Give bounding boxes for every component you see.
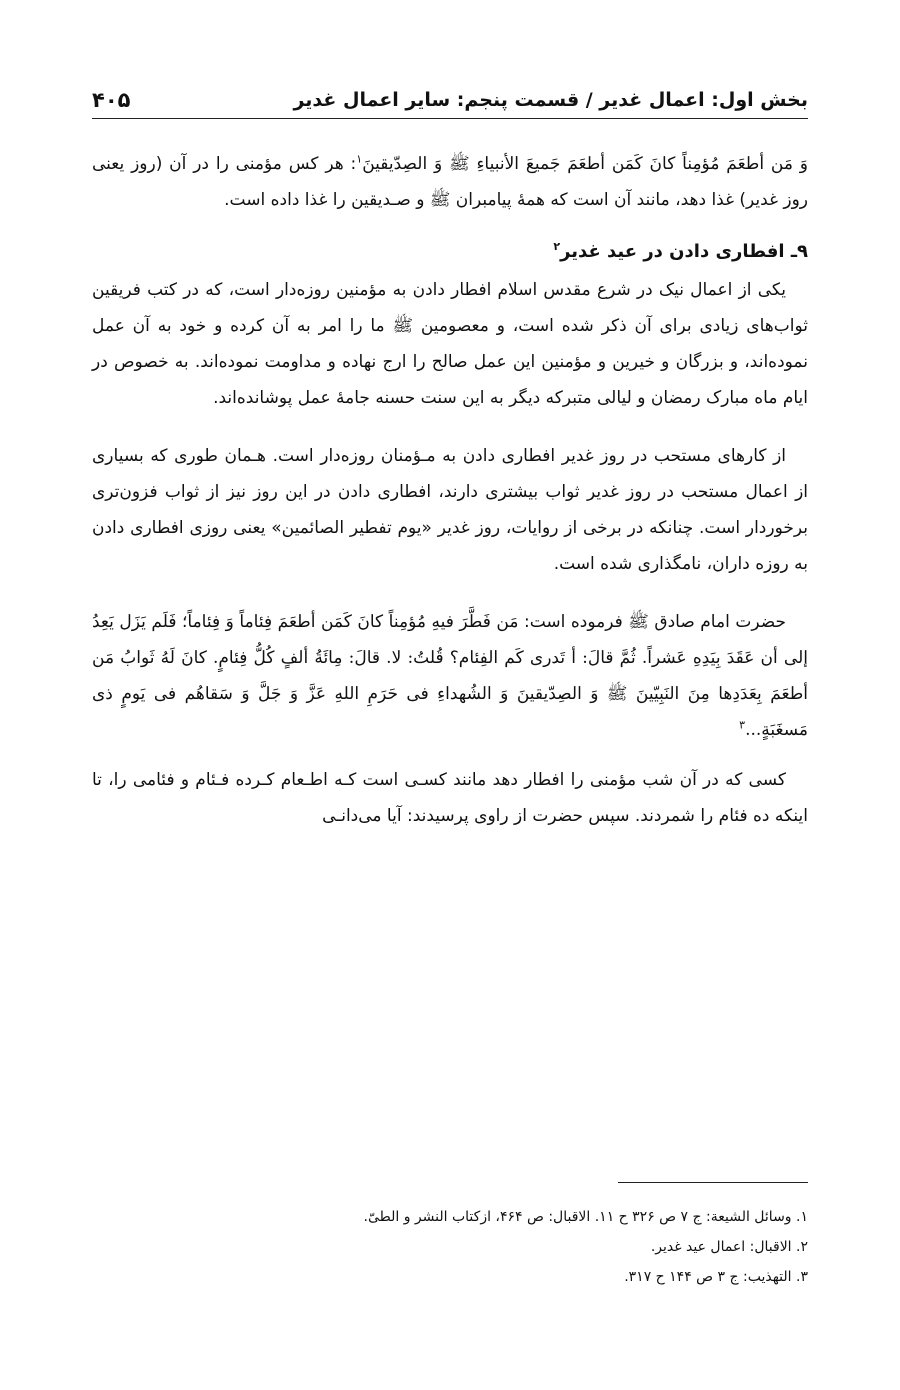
section-heading bbox=[92, 232, 808, 272]
paragraph-intro: حضرت امام صادق ﷺ فرموده است: bbox=[518, 612, 786, 632]
page-number: ۴۰۵ bbox=[92, 88, 131, 112]
page-body bbox=[92, 146, 808, 834]
paragraph-iftar-ghadir: از کارهای مستحب در روز غدیر افطاری دادن به مـؤمنان روزه‌دار است. هـمان طوری که بسیاری از اعمال مستحب در روز غدیر ثواب بیشتری دارند، افطاری دادن در این روز نیز از ثواب فزون‌تری برخوردار است. چنانکه در برخی از روایات، روز غدیر «یوم تفطیر الصائمین» یعنی روزی افطاری دادن به روزه داران، نامگذاری شده است. bbox=[92, 446, 808, 574]
running-head: بخش اول: اعمال غدیر / قسمت پنجم: سایر اعمال غدیر bbox=[293, 89, 808, 111]
section-title: ۹ـ افطاری دادن در عید غدیر bbox=[560, 241, 808, 262]
paragraph-translation: کسی که در آن شب مؤمنی را افطار دهد مانند کسـی است کـه اطـعام کـرده فـئام و فئامی را، تا اینکه ده فئام را شمردند. سپس حضرت از راوی پرسیدند: آیا می‌دانـی bbox=[92, 770, 808, 826]
footnote-3: ۳. التهذیب: ج ۳ ص ۱۴۴ ح ۳۱۷. bbox=[624, 1269, 808, 1285]
paragraph-text: : هر کس مؤمنی را در آن (روز یعنی روز غدیر) غذا دهد، مانند آن است که همهٔ پیامبران ﷺ و صـدیقین را غذا داده است. bbox=[92, 154, 808, 210]
footnote-rule bbox=[618, 1182, 808, 1183]
footnote-2: ۲. الاقبال: اعمال عید غدیر. bbox=[650, 1239, 808, 1255]
paragraph-iftar-intro: یکی از اعمال نیک در شرع مقدس اسلام افطار دادن به مؤمنین روزه‌دار است، که در کتب فریقین ثواب‌های زیادی برای آن ذکر شده است، و معصومین ﷺ ما را امر به آن کرده و خود به آن عمل نموده‌اند، و بزرگان و خیرین و مؤمنین این عمل صالح را ارج نهاده و مداومت نموده‌اند. به خصوص در ایام ماه مبارک رمضان و لیالی متبرکه دیگر به این سنت حسنه جامهٔ عمل پوشانده‌اند. bbox=[92, 280, 808, 408]
paragraph-imam-sadiq bbox=[92, 604, 808, 748]
header-rule bbox=[92, 118, 808, 119]
hadith-quote: وَ مَن أطعَمَ مُؤمِناً کانَ کَمَن أطعَمَ جَمیعَ الأنبیاءِ ﷺ وَ الصِدّیقینَ bbox=[362, 154, 808, 174]
hadith-quote: مَن فَطَّرَ فیهِ مُؤمِناً کانَ کَمَن أطعَمَ فِئاماً وَ فِئاماً؛ فَلَم یَزَل یَعِدُ إلی أن عَقَدَ بِیَدِهِ عَشراً. ثُمَّ قالَ: أ تَدری کَم الفِئام؟ قُلتُ: لا. قالَ: مِائَةُ ألفٍ کُلُّ فِئامٍ. کانَ لَهُ ثَوابُ مَن أطعَمَ بِعَدَدِها مِنَ النَبِیّینَ ﷺ وَ الصِدّیقینَ وَ الشُهداءِ فی حَرَمِ اللهِ عَزَّ وَ جَلَّ وَ سَقاهُم فی یَومٍ ذی مَسغَبَةٍ... bbox=[92, 612, 808, 740]
footnotes bbox=[92, 1202, 808, 1292]
footnote-ref-2: ۲ bbox=[553, 240, 561, 253]
paragraph-hadith-feeding bbox=[92, 146, 808, 218]
page-header bbox=[92, 74, 808, 114]
footnote-ref-3: ۳ bbox=[739, 718, 746, 732]
footnote-1: ۱. وسائل الشیعة: ج ۷ ص ۳۲۶ ح ۱۱. الاقبال: ص ۴۶۴، ازکتاب النشر و الطیّ. bbox=[363, 1209, 808, 1225]
footnote-ref-1: ۱ bbox=[356, 152, 363, 166]
